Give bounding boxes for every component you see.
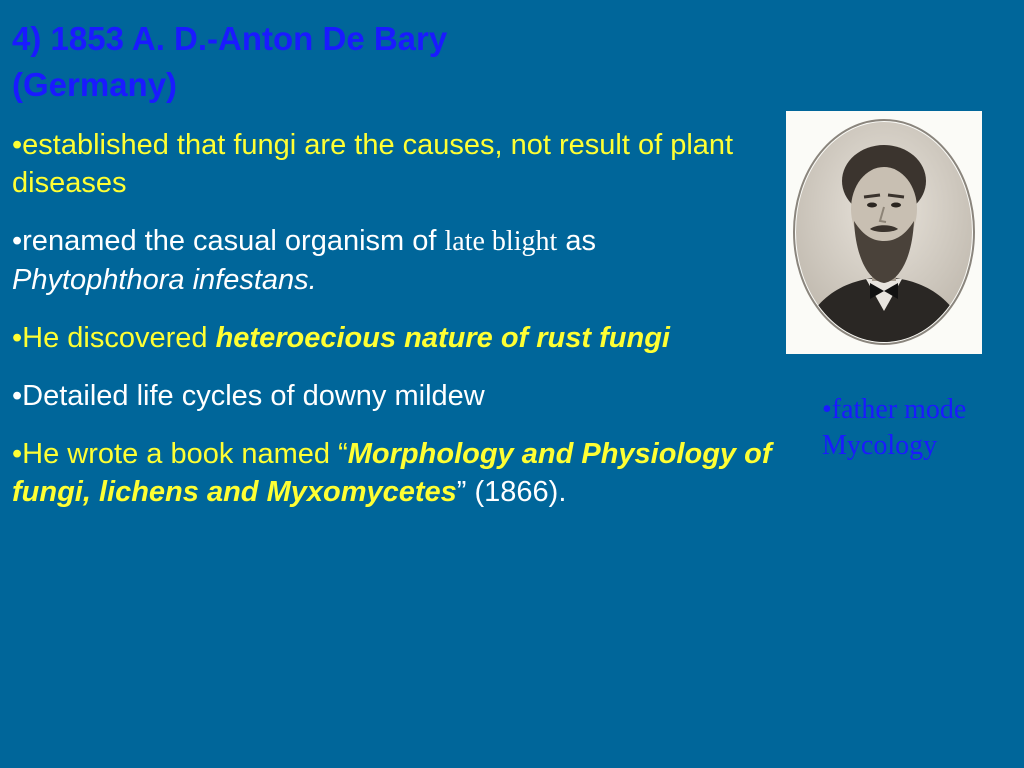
bullet-heteroecious [12, 319, 772, 357]
portrait-caption [822, 392, 1024, 464]
slide-title [12, 16, 752, 108]
phytophthora-term: Phytophthora infestans. [12, 264, 317, 296]
caption-line-2: Mycology [822, 430, 938, 461]
bullet-renamed [12, 222, 772, 299]
bullet-downy-mildew [12, 377, 772, 415]
bullet-book [12, 435, 772, 511]
title-line-2: (Germany) [12, 66, 178, 103]
book-title: Morphology and Physiology of fungi, lichens and Myxomycetes [12, 438, 772, 508]
bullet-causes-text: •established that fungi are the causes, not result of plant diseases [12, 129, 734, 199]
title-line-1: 4) 1853 A. D.-Anton De Bary [12, 20, 448, 57]
bullet-causes [12, 126, 772, 202]
bullet-downy-mildew-text: •Detailed life cycles of downy mildew [12, 380, 485, 412]
bullet-book-prefix: •He wrote a book named “ [12, 438, 348, 470]
bullet-heteroecious-prefix: •He discovered [12, 322, 216, 354]
caption-line-1: •father mode [822, 394, 967, 425]
portrait-photo-icon [786, 111, 982, 354]
heteroecious-term: heteroecious nature of rust fungi [215, 322, 670, 354]
bullet-renamed-mid: as [557, 225, 596, 257]
bullet-list [12, 126, 772, 531]
bullet-book-suffix: ” (1866). [456, 476, 567, 508]
late-blight-term: late blight [444, 226, 558, 257]
bullet-renamed-prefix: •renamed the casual organism of [12, 225, 445, 257]
